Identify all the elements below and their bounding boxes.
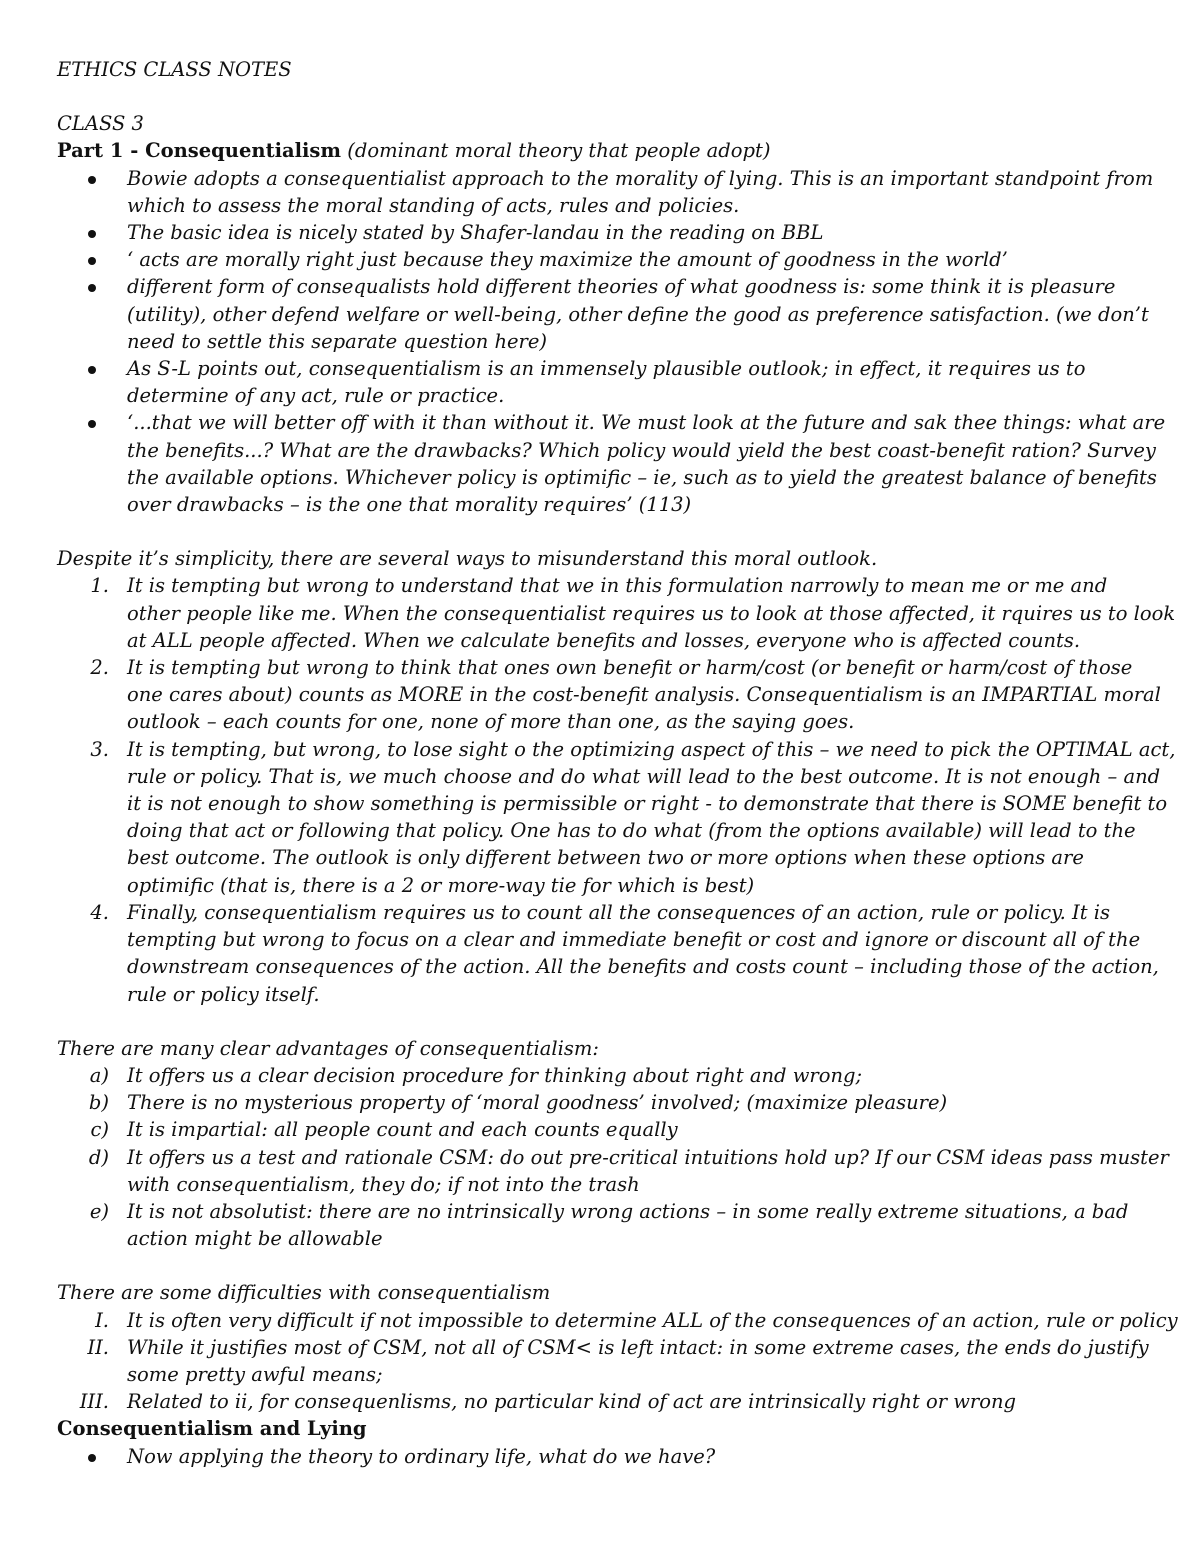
bullet-line: As S-L points out, consequentialism is an immensely plausible outlook; in effect, it requires us to xyxy=(127,357,1086,381)
list-line: with consequentialism, they do; if not into the trash xyxy=(127,1172,640,1196)
bullet-line: ‘...that we will better off with it than without it. We must look at the future and sak thee things: what are xyxy=(127,411,1166,435)
list-marker: b) xyxy=(88,1091,109,1115)
advantages-intro: There are many clear advantages of consequentialism: xyxy=(57,1036,599,1060)
list-line: Finally, consequentialism requires us to count all the consequences of an action, rule or policy. It is xyxy=(127,900,1110,924)
bullet-item xyxy=(57,165,1157,219)
list-item xyxy=(57,1307,1178,1334)
list-line: It is often very difficult if not impossible to determine ALL of the consequences of an action, rule or policy xyxy=(127,1308,1178,1332)
list-line: Related to ii, for consequenlisms, no particular kind of act are intrinsically right or wrong xyxy=(127,1390,1017,1414)
list-item xyxy=(57,1198,1157,1252)
bullet-line: Now applying the theory to ordinary life, what do we have? xyxy=(127,1444,716,1468)
list-line: action might be allowable xyxy=(127,1227,383,1251)
bullet-line: which to assess the moral standing of acts, rules and policies. xyxy=(127,193,740,217)
list-line: It offers us a test and rationale CSM: do out pre-critical intuitions hold up? If our CSM ideas pass muster xyxy=(127,1145,1169,1169)
list-item xyxy=(57,1144,1169,1198)
list-line: it is not enough to show something is permissible or right - to demonstrate that there is SOME benefit to xyxy=(127,792,1168,816)
part1-subtitle: (dominant moral theory that people adopt) xyxy=(347,139,771,163)
list-line: It is tempting but wrong to think that ones own benefit or harm/cost (or benefit or harm/cost of those xyxy=(127,656,1133,680)
list-line: at ALL people affected. When we calculate benefits and losses, everyone who is affected counts. xyxy=(127,628,1081,652)
list-line: downstream consequences of the action. All the benefits and costs count – including those of the action, xyxy=(127,955,1159,979)
list-marker: a) xyxy=(89,1063,109,1087)
list-marker: III. xyxy=(79,1390,109,1414)
part1-heading xyxy=(57,137,1157,164)
bullet-item xyxy=(57,273,1157,355)
bullet-dot-icon xyxy=(88,420,96,428)
bullet-line: different form of consequalists hold different theories of what goodness is: some think it is pleasure xyxy=(127,275,1116,299)
bullet-line: determine of any act, rule or practice. xyxy=(127,384,505,408)
list-line: tempting but wrong to focus on a clear and immediate benefit or cost and ignore or discount all of the xyxy=(127,928,1141,952)
spacer xyxy=(57,83,1157,110)
list-line: rule or policy. That is, we much choose and do what will lead to the best outcome. It is not enough – and xyxy=(127,764,1161,788)
list-line: It is impartial: all people count and each counts equally xyxy=(127,1118,678,1142)
spacer xyxy=(57,1252,1157,1279)
bullet-item xyxy=(57,355,1157,409)
lying-title: Consequentialism and Lying xyxy=(57,1417,367,1441)
difficulties-intro: There are some difficulties with consequentialism xyxy=(57,1281,551,1305)
list-item xyxy=(57,1089,1157,1116)
spacer xyxy=(57,1008,1157,1035)
bullet-dot-icon xyxy=(88,257,96,265)
list-line: best outcome. The outlook is only different between two or more options when these options are xyxy=(127,846,1084,870)
bullet-line: the available options. Whichever policy is optimific – ie, such as to yield the greatest balance of benefits xyxy=(127,465,1157,489)
advantages-list xyxy=(57,1062,1169,1252)
bullet-line: the benefits...? What are the drawbacks? Which policy would yield the best coast-benefit ration? Survey xyxy=(127,438,1156,462)
document-page xyxy=(57,56,1178,1470)
bullet-line: (utility), other defend welfare or well-being, other define the good as preference satisfaction. (we don’t xyxy=(127,302,1149,326)
list-item xyxy=(57,572,1176,654)
list-line: doing that act or following that policy. One has to do what (from the options available) will lead to the xyxy=(127,819,1136,843)
lying-bullet-list xyxy=(57,1443,1157,1470)
list-line: While it justifies most of CSM, not all of CSM< is left intact: in some extreme cases, the ends do justify xyxy=(127,1335,1149,1359)
bullet-item xyxy=(57,246,1157,273)
bullet-dot-icon xyxy=(88,176,96,184)
spacer xyxy=(57,518,1157,545)
list-marker: 3. xyxy=(90,737,109,761)
difficulties-list xyxy=(57,1307,1178,1416)
list-item xyxy=(57,654,1161,736)
list-item xyxy=(57,899,1157,1008)
bullet-item xyxy=(57,219,1157,246)
doc-title: ETHICS CLASS NOTES xyxy=(57,58,292,81)
list-marker: e) xyxy=(89,1199,109,1223)
class-label: CLASS 3 xyxy=(57,112,144,136)
list-marker: 1. xyxy=(90,574,109,598)
list-line: It offers us a clear decision procedure for thinking about right and wrong; xyxy=(127,1063,863,1087)
bullet-dot-icon xyxy=(88,1454,96,1462)
list-line: outlook – each counts for one, none of more than one, as the saying goes. xyxy=(127,710,855,734)
bullet-line: over drawbacks – is the one that morality requires’ (113) xyxy=(127,493,692,517)
list-line: some pretty awful means; xyxy=(127,1362,383,1386)
list-marker: 4. xyxy=(90,900,109,924)
bullet-line: The basic idea is nicely stated by Shafer-landau in the reading on BBL xyxy=(127,221,824,245)
bullet-dot-icon xyxy=(88,230,96,238)
misunderstand-intro: Despite it’s simplicity, there are several ways to misunderstand this moral outlook. xyxy=(57,547,878,571)
part1-title: Part 1 - Consequentialism xyxy=(57,139,342,163)
list-item xyxy=(57,736,1176,899)
list-line: optimific (that is, there is a 2 or more-way tie for which is best) xyxy=(127,873,755,897)
bullet-line: Bowie adopts a consequentialist approach to the morality of lying. This is an important standpoint from xyxy=(127,166,1154,190)
list-item xyxy=(57,1116,1157,1143)
list-item xyxy=(57,1388,1157,1415)
list-line: other people like me. When the consequentialist requires us to look at those affected, it rquires us to look xyxy=(127,601,1176,625)
list-line: It is not absolutist: there are no intrinsically wrong actions – in some really extreme situations, a bad xyxy=(127,1199,1129,1223)
bullet-dot-icon xyxy=(88,284,96,292)
list-marker: d) xyxy=(88,1145,109,1169)
lying-heading xyxy=(57,1415,1157,1442)
part1-bullet-list xyxy=(57,165,1166,519)
list-marker: 2. xyxy=(90,656,109,680)
list-line: It is tempting but wrong to understand that we in this formulation narrowly to mean me or me and xyxy=(127,574,1108,598)
list-line: one cares about) counts as MORE in the cost-benefit analysis. Consequentialism is an IMPARTIAL moral xyxy=(127,683,1161,707)
list-item xyxy=(57,1334,1157,1388)
list-line: There is no mysterious property of ‘moral goodness’ involved; (maximize pleasure) xyxy=(127,1091,948,1115)
list-line: rule or policy itself. xyxy=(127,982,320,1006)
bullet-dot-icon xyxy=(88,366,96,374)
list-item xyxy=(57,1062,1157,1089)
bullet-line: need to settle this separate question here) xyxy=(127,329,548,353)
bullet-item xyxy=(57,409,1166,518)
bullet-item xyxy=(57,1443,1157,1470)
misunderstand-list xyxy=(57,572,1176,1007)
bullet-line: ‘ acts are morally right just because they maximize the amount of goodness in the world’ xyxy=(127,248,1008,272)
list-marker: c) xyxy=(90,1118,109,1142)
list-marker: II. xyxy=(87,1335,109,1359)
list-line: It is tempting, but wrong, to lose sight o the optimizing aspect of this – we need to pick the OPTIMAL act, xyxy=(127,737,1176,761)
list-marker: I. xyxy=(95,1308,109,1332)
